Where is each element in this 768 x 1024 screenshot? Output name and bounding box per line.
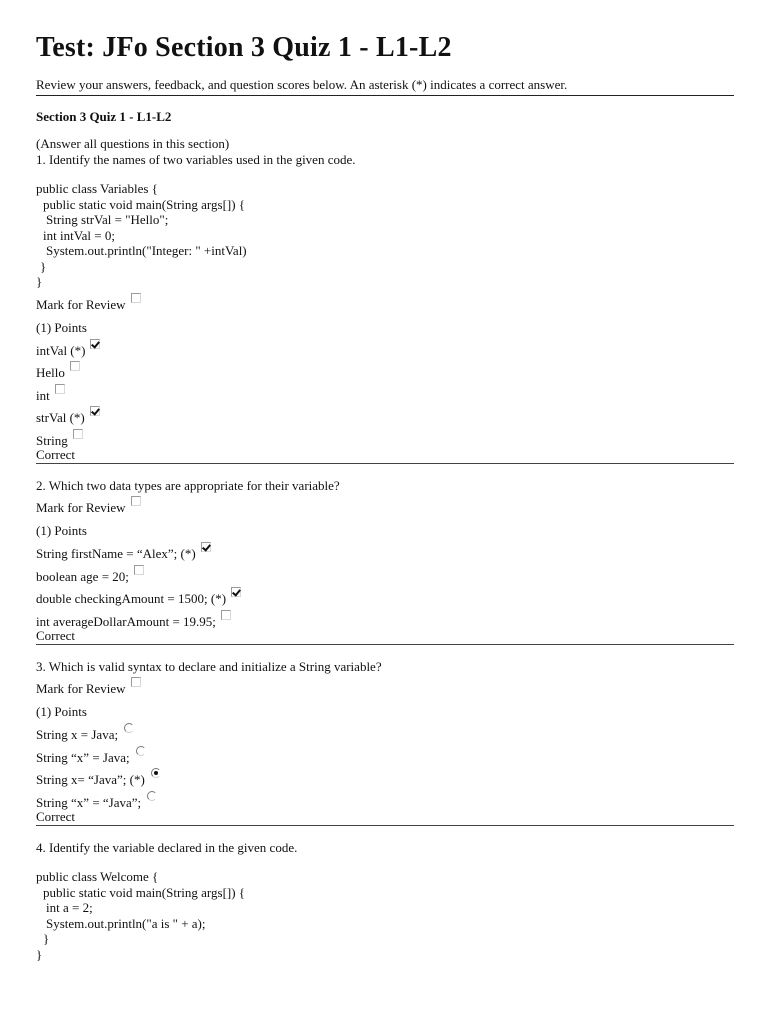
answer-option [36,380,734,403]
answer-option [36,606,734,629]
answer-checkbox[interactable] [70,361,80,371]
code-line: System.out.println("Integer: " +intVal) [46,243,247,258]
answer-option [36,335,734,358]
answer-radio[interactable] [147,791,157,801]
answer-option [36,561,734,584]
answer-checkbox[interactable] [90,406,100,416]
answer-option [36,425,734,448]
code-line: } [36,274,43,289]
answer-checkbox[interactable] [55,384,65,394]
mark-for-review-row [36,493,734,515]
answer-label: Hello [36,365,65,380]
answer-radio[interactable] [136,746,146,756]
code-line: public static void main(String args[]) { [43,196,246,212]
mark-for-review-label: Mark for Review [36,500,126,515]
answer-label: String x = Java; [36,727,119,742]
review-instructions: Review your answers, feedback, and question scores below. An asterisk (*) indicates a correct answer. [36,76,734,96]
section-instructions: (Answer all questions in this section) [36,136,230,151]
answer-checkbox[interactable] [201,542,211,552]
question-3-text: 3. Which is valid syntax to declare and initialize a String variable? [36,658,382,674]
question-points: (1) Points [36,704,87,719]
answer-checkbox[interactable] [90,339,100,349]
answer-result: Correct [36,448,734,464]
page-title: Test: JFo Section 3 Quiz 1 - L1-L2 [36,32,452,63]
mark-for-review-checkbox[interactable] [131,496,141,506]
code-line: public static void main(String args[]) { [43,884,246,900]
question-2-text: 2. Which two data types are appropriate for their variable? [36,477,340,493]
code-line: } [36,946,43,962]
question-points: (1) Points [36,523,87,538]
answer-label: boolean age = 20; [36,568,129,584]
answer-label: String “x” = Java; [36,749,130,765]
answer-label: String “x” = “Java”; [36,794,142,810]
mark-for-review-row [36,674,734,696]
answer-checkbox[interactable] [73,429,83,439]
answer-option [36,584,734,607]
answer-checkbox[interactable] [231,587,241,597]
mark-for-review-checkbox[interactable] [131,293,141,303]
mark-for-review-row [36,290,734,312]
question-points: (1) Points [36,319,87,335]
answer-label: int averageDollarAmount = 19.95; [36,613,216,629]
question-4-text: 4. Identify the variable declared in the given code. [36,839,298,855]
code-line: } [40,258,47,274]
answer-option [36,742,734,765]
quiz-review-page [36,28,734,962]
answer-label: String [36,432,68,448]
code-line: } [43,931,50,946]
question-1-text: 1. Identify the names of two variables used in the given code. [36,151,356,167]
answer-radio[interactable] [124,723,134,733]
answer-option [36,358,734,381]
code-line: System.out.println("a is " + a); [46,915,206,931]
answer-label: int [36,387,50,403]
answer-label: strVal (*) [36,410,85,425]
answer-option [36,539,734,562]
answer-option [36,403,734,426]
section-title: Section 3 Quiz 1 - L1-L2 [36,109,172,124]
answer-label: intVal (*) [36,342,86,358]
code-line: String strVal = "Hello"; [46,212,169,227]
mark-for-review-checkbox[interactable] [131,677,141,687]
code-line: public class Variables { [36,181,158,196]
code-line: int intVal = 0; [43,227,115,243]
answer-option [36,765,734,788]
mark-for-review-label: Mark for Review [36,296,126,312]
answer-label: String x= “Java”; (*) [36,772,145,787]
answer-checkbox[interactable] [134,565,144,575]
mark-for-review-label: Mark for Review [36,681,126,696]
answer-option [36,787,734,810]
answer-label: double checkingAmount = 1500; (*) [36,591,227,606]
answer-label: String firstName = “Alex”; (*) [36,546,196,561]
answer-option [36,720,734,743]
code-line: public class Welcome { [36,869,159,884]
answer-checkbox[interactable] [221,610,231,620]
answer-result: Correct [36,629,734,645]
answer-radio[interactable] [151,768,161,778]
answer-result: Correct [36,810,734,826]
code-line: int a = 2; [46,900,93,915]
